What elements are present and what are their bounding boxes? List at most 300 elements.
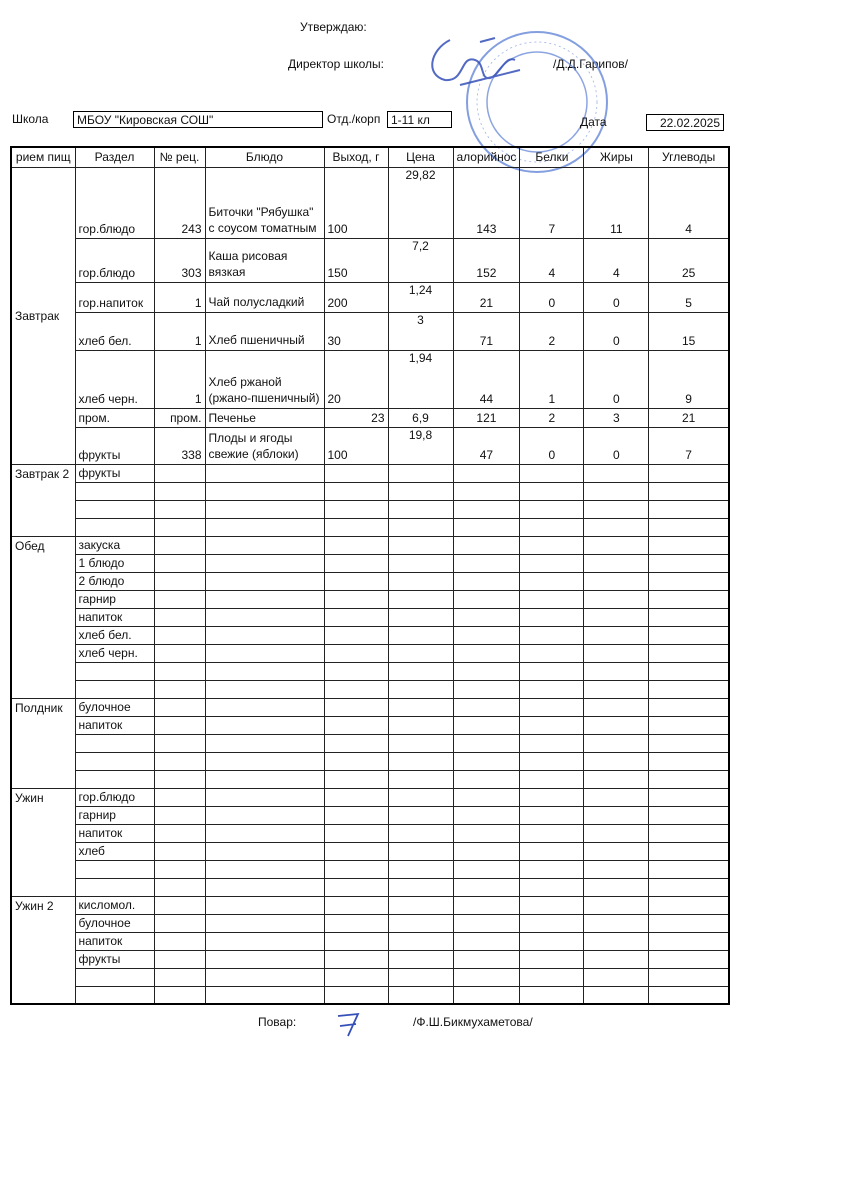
empty-cell xyxy=(584,680,649,698)
section-cell xyxy=(75,680,154,698)
empty-cell xyxy=(649,590,729,608)
empty-cell xyxy=(584,986,649,1004)
cook-label: Повар: xyxy=(258,1015,297,1029)
school-field: МБОУ "Кировская СОШ" xyxy=(73,111,323,128)
section-cell xyxy=(75,878,154,896)
empty-cell xyxy=(154,518,205,536)
col-kcal: алорийнос xyxy=(453,147,520,167)
empty-cell xyxy=(584,518,649,536)
empty-cell xyxy=(388,878,453,896)
empty-cell xyxy=(154,500,205,518)
recipe-cell: пром. xyxy=(154,408,205,427)
empty-cell xyxy=(154,968,205,986)
empty-cell xyxy=(388,464,453,482)
yield-cell: 30 xyxy=(324,312,388,350)
empty-cell xyxy=(520,824,584,842)
yield-cell: 100 xyxy=(324,167,388,238)
section-cell: фрукты xyxy=(75,427,154,464)
empty-cell xyxy=(324,968,388,986)
empty-cell xyxy=(205,752,324,770)
empty-cell xyxy=(453,626,520,644)
yield-cell: 100 xyxy=(324,427,388,464)
empty-cell xyxy=(584,626,649,644)
empty-cell xyxy=(584,842,649,860)
empty-cell xyxy=(649,644,729,662)
empty-cell xyxy=(453,500,520,518)
col-section: Раздел xyxy=(75,147,154,167)
empty-cell xyxy=(388,554,453,572)
empty-cell xyxy=(584,500,649,518)
empty-cell xyxy=(584,644,649,662)
col-protein: Белки xyxy=(520,147,584,167)
table-row xyxy=(11,464,729,482)
empty-cell xyxy=(388,932,453,950)
empty-cell xyxy=(649,536,729,554)
fat-cell: 4 xyxy=(584,238,649,282)
empty-cell xyxy=(649,950,729,968)
meal-cell: Ужин 2 xyxy=(11,896,75,1004)
empty-cell xyxy=(154,806,205,824)
empty-cell xyxy=(453,608,520,626)
empty-cell xyxy=(205,554,324,572)
table-row xyxy=(11,806,729,824)
empty-cell xyxy=(324,554,388,572)
empty-cell xyxy=(453,734,520,752)
meal-cell: Завтрак 2 xyxy=(11,464,75,536)
meal-cell: Обед xyxy=(11,536,75,698)
table-row xyxy=(11,716,729,734)
empty-cell xyxy=(324,590,388,608)
table-row xyxy=(11,662,729,680)
yield-cell: 200 xyxy=(324,282,388,312)
empty-cell xyxy=(154,770,205,788)
empty-cell xyxy=(453,842,520,860)
empty-cell xyxy=(388,590,453,608)
empty-cell xyxy=(388,662,453,680)
empty-cell xyxy=(388,968,453,986)
table-row xyxy=(11,770,729,788)
empty-cell xyxy=(388,572,453,590)
section-cell xyxy=(75,518,154,536)
section-cell: напиток xyxy=(75,608,154,626)
meal-cell: Полдник xyxy=(11,698,75,788)
col-price: Цена xyxy=(388,147,453,167)
empty-cell xyxy=(453,590,520,608)
empty-cell xyxy=(205,464,324,482)
recipe-cell: 1 xyxy=(154,312,205,350)
empty-cell xyxy=(520,914,584,932)
empty-cell xyxy=(324,536,388,554)
kcal-cell: 44 xyxy=(453,350,520,408)
empty-cell xyxy=(324,788,388,806)
dish-cell: Хлеб пшеничный xyxy=(205,312,324,350)
dish-cell: Каша рисовая вязкая xyxy=(205,238,324,282)
table-row xyxy=(11,878,729,896)
empty-cell xyxy=(205,518,324,536)
header-row xyxy=(11,147,729,167)
section-cell: напиток xyxy=(75,716,154,734)
empty-cell xyxy=(388,914,453,932)
empty-cell xyxy=(520,590,584,608)
empty-cell xyxy=(649,842,729,860)
table-row xyxy=(11,482,729,500)
empty-cell xyxy=(649,626,729,644)
protein-cell: 2 xyxy=(520,408,584,427)
price-cell: 7,2 xyxy=(388,238,453,282)
empty-cell xyxy=(154,914,205,932)
empty-cell xyxy=(584,734,649,752)
recipe-cell: 1 xyxy=(154,350,205,408)
col-recipe: № рец. xyxy=(154,147,205,167)
empty-cell xyxy=(205,500,324,518)
empty-cell xyxy=(453,680,520,698)
empty-cell xyxy=(584,608,649,626)
dept-field: 1-11 кл xyxy=(387,111,452,128)
empty-cell xyxy=(324,626,388,644)
yield-cell: 23 xyxy=(324,408,388,427)
section-cell: закуска xyxy=(75,536,154,554)
empty-cell xyxy=(520,896,584,914)
empty-cell xyxy=(453,518,520,536)
empty-cell xyxy=(520,860,584,878)
table-row xyxy=(11,698,729,716)
empty-cell xyxy=(388,734,453,752)
fat-cell: 3 xyxy=(584,408,649,427)
empty-cell xyxy=(324,932,388,950)
director-name: /Д.Д.Гарипов/ xyxy=(553,57,629,71)
empty-cell xyxy=(520,770,584,788)
fat-cell: 11 xyxy=(584,167,649,238)
yield-cell: 20 xyxy=(324,350,388,408)
empty-cell xyxy=(324,806,388,824)
table-row xyxy=(11,518,729,536)
section-cell: кисломол. xyxy=(75,896,154,914)
table-row xyxy=(11,734,729,752)
fat-cell: 0 xyxy=(584,427,649,464)
section-cell xyxy=(75,860,154,878)
price-cell: 19,8 xyxy=(388,427,453,464)
empty-cell xyxy=(324,734,388,752)
section-cell: 1 блюдо xyxy=(75,554,154,572)
protein-cell: 2 xyxy=(520,312,584,350)
dish-cell: Чай полусладкий xyxy=(205,282,324,312)
section-cell: напиток xyxy=(75,932,154,950)
meal-cell: Завтрак xyxy=(11,167,75,464)
empty-cell xyxy=(205,662,324,680)
empty-cell xyxy=(324,824,388,842)
empty-cell xyxy=(205,680,324,698)
empty-cell xyxy=(324,464,388,482)
recipe-cell: 303 xyxy=(154,238,205,282)
empty-cell xyxy=(324,950,388,968)
protein-cell: 7 xyxy=(520,167,584,238)
price-cell: 3 xyxy=(388,312,453,350)
empty-cell xyxy=(154,842,205,860)
empty-cell xyxy=(154,788,205,806)
empty-cell xyxy=(388,824,453,842)
col-yield: Выход, г xyxy=(324,147,388,167)
kcal-cell: 21 xyxy=(453,282,520,312)
col-carbs: Углеводы xyxy=(649,147,729,167)
empty-cell xyxy=(324,662,388,680)
empty-cell xyxy=(520,662,584,680)
section-cell: булочное xyxy=(75,698,154,716)
kcal-cell: 121 xyxy=(453,408,520,427)
empty-cell xyxy=(453,716,520,734)
empty-cell xyxy=(649,662,729,680)
empty-cell xyxy=(205,950,324,968)
empty-cell xyxy=(649,860,729,878)
empty-cell xyxy=(584,932,649,950)
table-row xyxy=(11,626,729,644)
empty-cell xyxy=(324,752,388,770)
empty-cell xyxy=(324,518,388,536)
empty-cell xyxy=(324,608,388,626)
table-row xyxy=(11,860,729,878)
empty-cell xyxy=(453,536,520,554)
empty-cell xyxy=(584,662,649,680)
table-row xyxy=(11,932,729,950)
empty-cell xyxy=(324,716,388,734)
empty-cell xyxy=(584,824,649,842)
empty-cell xyxy=(205,734,324,752)
empty-cell xyxy=(584,752,649,770)
empty-cell xyxy=(388,518,453,536)
col-meal: рием пищ xyxy=(11,147,75,167)
empty-cell xyxy=(154,626,205,644)
empty-cell xyxy=(388,950,453,968)
empty-cell xyxy=(453,896,520,914)
kcal-cell: 71 xyxy=(453,312,520,350)
empty-cell xyxy=(388,482,453,500)
empty-cell xyxy=(388,500,453,518)
empty-cell xyxy=(388,770,453,788)
section-cell: хлеб xyxy=(75,842,154,860)
section-cell: напиток xyxy=(75,824,154,842)
date-label: Дата xyxy=(580,115,607,129)
empty-cell xyxy=(324,572,388,590)
empty-cell xyxy=(649,608,729,626)
section-cell: гарнир xyxy=(75,590,154,608)
empty-cell xyxy=(453,932,520,950)
price-cell: 1,24 xyxy=(388,282,453,312)
dish-cell: Плоды и ягоды свежие (яблоки) xyxy=(205,427,324,464)
empty-cell xyxy=(205,986,324,1004)
empty-cell xyxy=(649,518,729,536)
empty-cell xyxy=(154,572,205,590)
empty-cell xyxy=(649,554,729,572)
section-cell: гор.блюдо xyxy=(75,167,154,238)
empty-cell xyxy=(520,734,584,752)
empty-cell xyxy=(520,752,584,770)
section-cell xyxy=(75,752,154,770)
empty-cell xyxy=(649,788,729,806)
empty-cell xyxy=(520,464,584,482)
empty-cell xyxy=(584,590,649,608)
yield-cell: 150 xyxy=(324,238,388,282)
dish-cell: Биточки "Рябушка" с соусом томатным xyxy=(205,167,324,238)
table-row xyxy=(11,238,729,282)
carbs-cell: 5 xyxy=(649,282,729,312)
empty-cell xyxy=(520,716,584,734)
empty-cell xyxy=(453,482,520,500)
empty-cell xyxy=(205,806,324,824)
empty-cell xyxy=(205,698,324,716)
dish-cell: Печенье xyxy=(205,408,324,427)
empty-cell xyxy=(154,878,205,896)
empty-cell xyxy=(453,572,520,590)
empty-cell xyxy=(520,806,584,824)
col-fat: Жиры xyxy=(584,147,649,167)
empty-cell xyxy=(453,824,520,842)
empty-cell xyxy=(154,464,205,482)
fat-cell: 0 xyxy=(584,312,649,350)
empty-cell xyxy=(649,968,729,986)
empty-cell xyxy=(520,518,584,536)
table-row xyxy=(11,896,729,914)
empty-cell xyxy=(584,878,649,896)
empty-cell xyxy=(205,644,324,662)
empty-cell xyxy=(154,752,205,770)
table-row xyxy=(11,500,729,518)
school-label: Школа xyxy=(12,112,49,126)
empty-cell xyxy=(453,662,520,680)
empty-cell xyxy=(388,680,453,698)
empty-cell xyxy=(388,752,453,770)
empty-cell xyxy=(584,482,649,500)
empty-cell xyxy=(649,878,729,896)
table-row xyxy=(11,408,729,427)
empty-cell xyxy=(154,680,205,698)
empty-cell xyxy=(584,896,649,914)
empty-cell xyxy=(205,608,324,626)
empty-cell xyxy=(154,608,205,626)
empty-cell xyxy=(649,752,729,770)
table-row xyxy=(11,788,729,806)
empty-cell xyxy=(388,896,453,914)
empty-cell xyxy=(520,986,584,1004)
empty-cell xyxy=(388,536,453,554)
table-row xyxy=(11,752,729,770)
kcal-cell: 143 xyxy=(453,167,520,238)
empty-cell xyxy=(649,824,729,842)
empty-cell xyxy=(324,644,388,662)
empty-cell xyxy=(649,698,729,716)
table-row xyxy=(11,282,729,312)
section-cell xyxy=(75,500,154,518)
recipe-cell: 1 xyxy=(154,282,205,312)
table-row xyxy=(11,350,729,408)
table-row xyxy=(11,986,729,1004)
empty-cell xyxy=(453,698,520,716)
table-row xyxy=(11,167,729,238)
cook-signature xyxy=(330,1008,370,1040)
section-cell xyxy=(75,734,154,752)
empty-cell xyxy=(649,932,729,950)
price-cell: 29,82 xyxy=(388,167,453,238)
empty-cell xyxy=(324,500,388,518)
carbs-cell: 25 xyxy=(649,238,729,282)
empty-cell xyxy=(205,842,324,860)
empty-cell xyxy=(154,482,205,500)
empty-cell xyxy=(324,842,388,860)
empty-cell xyxy=(584,770,649,788)
empty-cell xyxy=(205,770,324,788)
empty-cell xyxy=(584,536,649,554)
empty-cell xyxy=(520,626,584,644)
empty-cell xyxy=(205,878,324,896)
empty-cell xyxy=(453,788,520,806)
col-dish: Блюдо xyxy=(205,147,324,167)
empty-cell xyxy=(520,608,584,626)
empty-cell xyxy=(324,680,388,698)
empty-cell xyxy=(453,950,520,968)
carbs-cell: 9 xyxy=(649,350,729,408)
fat-cell: 0 xyxy=(584,350,649,408)
empty-cell xyxy=(520,680,584,698)
empty-cell xyxy=(388,608,453,626)
table-row xyxy=(11,842,729,860)
empty-cell xyxy=(388,626,453,644)
date-field: 22.02.2025 xyxy=(646,114,724,131)
recipe-cell: 338 xyxy=(154,427,205,464)
empty-cell xyxy=(520,554,584,572)
section-cell: булочное xyxy=(75,914,154,932)
fat-cell: 0 xyxy=(584,282,649,312)
director-label: Директор школы: xyxy=(288,57,384,71)
section-cell xyxy=(75,770,154,788)
empty-cell xyxy=(324,860,388,878)
empty-cell xyxy=(388,698,453,716)
table-row xyxy=(11,968,729,986)
menu-table xyxy=(10,146,730,1005)
empty-cell xyxy=(584,806,649,824)
table-row xyxy=(11,312,729,350)
empty-cell xyxy=(520,968,584,986)
empty-cell xyxy=(520,932,584,950)
empty-cell xyxy=(584,572,649,590)
empty-cell xyxy=(453,968,520,986)
section-cell: гор.блюдо xyxy=(75,788,154,806)
empty-cell xyxy=(453,986,520,1004)
empty-cell xyxy=(324,698,388,716)
empty-cell xyxy=(205,788,324,806)
empty-cell xyxy=(154,536,205,554)
price-cell: 1,94 xyxy=(388,350,453,408)
empty-cell xyxy=(453,878,520,896)
empty-cell xyxy=(584,698,649,716)
section-cell: гор.блюдо xyxy=(75,238,154,282)
table-row xyxy=(11,950,729,968)
empty-cell xyxy=(154,950,205,968)
empty-cell xyxy=(388,644,453,662)
empty-cell xyxy=(584,950,649,968)
empty-cell xyxy=(154,824,205,842)
empty-cell xyxy=(154,698,205,716)
empty-cell xyxy=(453,806,520,824)
empty-cell xyxy=(649,464,729,482)
empty-cell xyxy=(520,878,584,896)
empty-cell xyxy=(649,986,729,1004)
protein-cell: 4 xyxy=(520,238,584,282)
empty-cell xyxy=(205,572,324,590)
empty-cell xyxy=(154,590,205,608)
empty-cell xyxy=(324,896,388,914)
section-cell: 2 блюдо xyxy=(75,572,154,590)
empty-cell xyxy=(453,464,520,482)
section-cell xyxy=(75,662,154,680)
empty-cell xyxy=(520,842,584,860)
